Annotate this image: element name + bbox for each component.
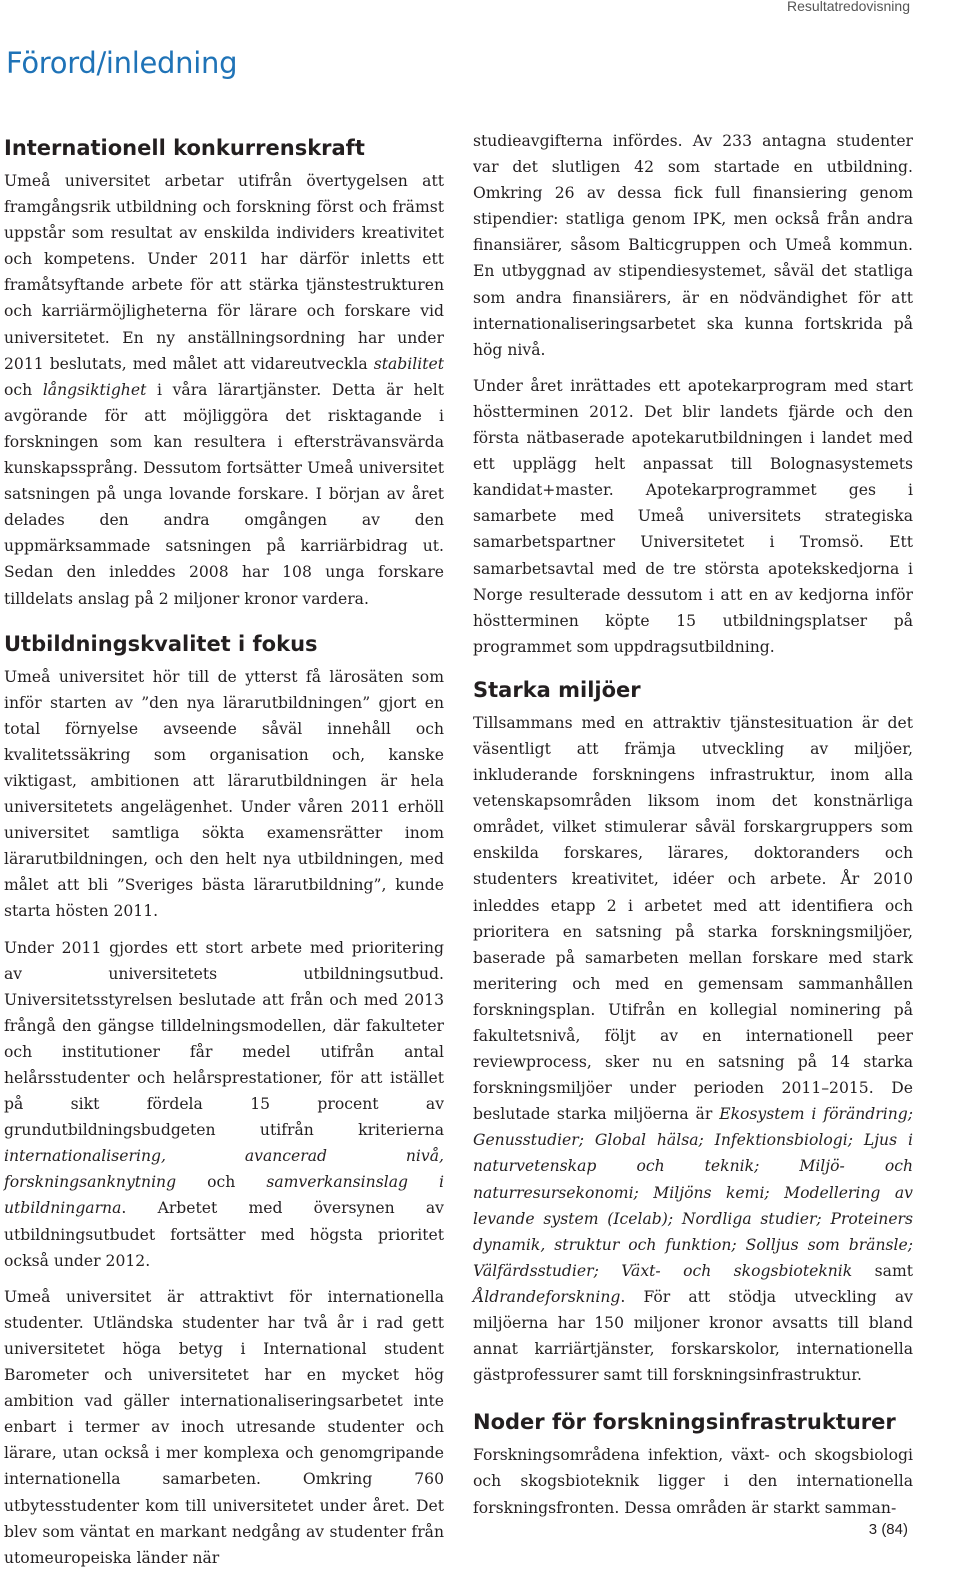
text-run: Under 2011 gjordes ett stort arbete med prioritering av universitetets utbildningsutbud. Universitetsstyrelsen beslutade att från och med 2013 frångå den gängse tilldelningsmodellen, där fakulteter och institutioner får medel utifrån antal helårsstudenter och helårsprestationer, för att istället på sikt fördela 15 procent av grundutbildningsbudgeten utifrån kriterierna: [4, 938, 444, 1140]
text-run: Forskningsområdena infektion, växt- och skogsbiologi och skogsbioteknik ligger i den internationella forskningsfronten. Dessa områden är starkt samman-: [473, 1446, 913, 1517]
page-number-total: (84): [881, 1521, 908, 1538]
paragraph: [473, 710, 913, 1388]
text-run: i våra lärartjänster. Detta är helt avgörande för att möjliggöra det risktagande i forskningen som kan resultera i eftersträvansvärda kunskapssprång. Dessutom fortsätter Umeå universitet satsningen på unga lovande forskare. I början av året delades den andra omgången av den uppmärksammade satsningen på karriärbidrag ut. Sedan den inleddes 2008 har 108 unga forskare tilldelats anslag på 2 miljoner kronor vardera.: [4, 380, 444, 608]
section-heading-noder: Noder för forskningsinfrastrukturer: [473, 1410, 896, 1435]
text-run: samt: [852, 1261, 913, 1280]
section-heading-utbildningskvalitet: Utbildningskvalitet i fokus: [4, 631, 318, 656]
left-column: [4, 128, 444, 1581]
italic-run: Ekosystem i förändring; Genusstudier; Global hälsa; Infektionsbiologi; Ljus i naturvetenskap och teknik; Miljö- och naturresursekonomi; Miljöns kemi; Modellering av levande system (Icelab); Nordliga studier; Proteiners dynamik, struktur och funktion; Solljus som bränsle; Välfärdsstudier; Växt- och skogsbioteknik: [473, 1105, 913, 1280]
paragraph: [4, 1284, 444, 1571]
paragraph: [473, 1442, 913, 1520]
right-column: [473, 128, 913, 1531]
text-run: och: [4, 380, 43, 399]
text-run: Umeå universitet är attraktivt för internationella studenter. Utländska studenter har två år i rad gett universitetet höga betyg i International student Barometer och universitetet har en mycket hög ambition vad gäller internationaliseringsarbetet inte enbart i termer av inoch utresande studenter och lärare, utan också i mer komplexa och genomgripande internationella samarbeten. Omkring 760 utbytesstudenter kom till universitetet under året. Det blev som väntat en markant nedgång av studenter från utomeuropeiska länder när: [4, 1287, 444, 1567]
paragraph: [4, 168, 444, 612]
paragraph: [473, 128, 913, 363]
text-run: . Arbetet med översynen av utbildningsutbudet fortsätter med högsta prioritet också under 2012.: [4, 1199, 444, 1270]
text-run: Tillsammans med en attraktiv tjänstesituation är det väsentligt att främja utveckling av miljöer, inkluderande forskningens infrastruktur, inom alla vetenskapsområden liksom inom det konstnärliga området, vilket stimulerar såväl forskargruppers som enskilda forskares, lärares, doktoranders och studenters kreativitet, idéer och arbete. År 2010 inleddes etapp 2 i arbetet med att identifiera och prioritera en satsning på starka forskningsmiljöer, baserade på samarbeten mellan forskare med stark meritering och med en gemensam sammanhållen forskningsplan. Utifrån en kollegial nominering på fakultetsnivå, följt av en internationell peer reviewprocess, sker nu en satsning på 14 starka forskningsmiljöer under perioden 2011–2015. De beslutade starka miljöerna är: [473, 713, 913, 1124]
page-number: [869, 1521, 908, 1538]
italic-run: stabilitet: [373, 354, 444, 373]
italic-run: Åldrandeforskning: [473, 1287, 621, 1306]
page-number-current: 3: [868, 1521, 878, 1538]
section-heading-starka-miljoer: Starka miljöer: [473, 677, 641, 702]
paragraph: [473, 373, 913, 660]
text-run: Umeå universitet hör till de ytterst få lärosäten som inför starten av ”den nya lärarutbildningen” gjort en total förnyelse avseende såväl innehåll och kvalitetssäkring som organisation och, kanske viktigast, ambitionen att lärarutbildningen är hela universitetets angelägenhet. Under våren 2011 erhöll universitet samtliga sökta examensrätter inom lärarutbildningen, och den helt nya utbildningen, med målet att bli ”Sveriges bästa lärarutbildning”, kunde starta hösten 2011.: [4, 667, 444, 921]
paragraph: [4, 935, 444, 1274]
text-run: Umeå universitet arbetar utifrån övertygelsen att framgångsrik utbildning och forskning först och främst uppstår som resultat av enskilda individers kreativitet och kompetens. Under 2011 har därför inletts ett framåtsyftande arbete för att stärka tjänstestrukturen och karriärmöjligheterna för lärare och forskare vid universitetet. En ny anställningsordning har under 2011 beslutats, med målet att vidareutveckla: [4, 172, 444, 373]
text-run: Under året inrättades ett apotekarprogram med start höstterminen 2012. Det blir landets fjärde och den första nätbaserade apotekarutbildningen i landet med ett upplägg helt anpassat till Bolognasystemets kandidat+master. Apotekarprogrammet ges i samarbete med Umeå universitets strategiska samarbetspartner Universitetet i Tromsö. Ett samarbetsavtal med de tre största apotekskedjorna i Norge resulterade dessutom i att en av kedjorna inför höstterminen köpte 15 utbildningsplatser på programmet som uppdragsutbildning.: [473, 376, 913, 656]
running-header: Resultatredovisning: [787, 0, 910, 14]
paragraph: [4, 664, 444, 925]
page-title: Förord/inledning: [6, 46, 238, 80]
text-run: och: [176, 1173, 267, 1192]
italic-run: samverkansinslag i utbildningarna: [4, 1173, 444, 1218]
text-run: . För att stödja utveckling av miljöerna har 150 miljoner kronor avsatts till bland annat karriärtjänster, forskarskolor, internationella gästprofessurer samt till forskningsinfrastruktur.: [473, 1287, 913, 1385]
italic-run: internationalisering, avancerad nivå, forskningsanknytning: [4, 1147, 444, 1192]
text-run: studieavgifterna infördes. Av 233 antagna studenter var det slutligen 42 som startade en utbildning. Omkring 26 av dessa fick full finansiering genom stipendier: statliga genom IPK, men också från andra finansiärer, såsom Balticgruppen och Umeå kommun. En utbyggnad av stipendiesystemet, såväl det statliga som andra finansiärers, är en nödvändighet för att internationaliseringsarbetet ska kunna fortskrida på hög nivå.: [473, 132, 913, 359]
italic-run: långsiktighet: [42, 380, 147, 399]
section-heading-konkurrenskraft: Internationell konkurrenskraft: [4, 136, 365, 160]
